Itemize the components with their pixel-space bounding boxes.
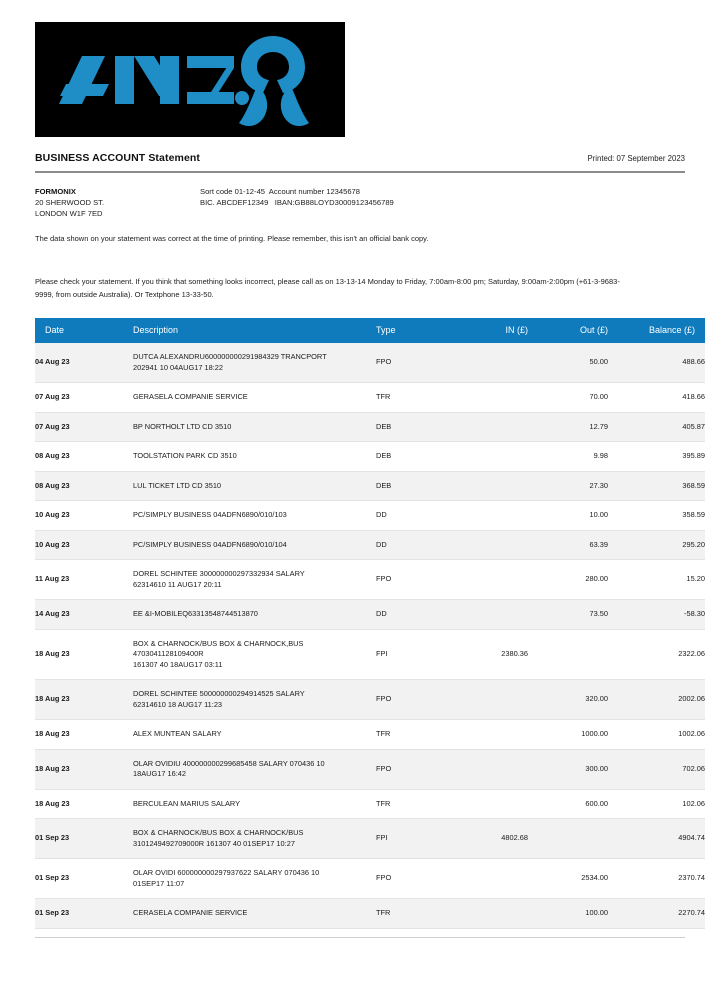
- cell-description: [133, 530, 376, 560]
- printing-notice: The data shown on your statement was correct at the time of printing. Please remember, this isn't an official bank copy.: [35, 234, 429, 243]
- table-row[interactable]: [35, 859, 705, 899]
- cell-in: [446, 789, 528, 819]
- cell-out: 10.00: [528, 501, 608, 531]
- address-line-2: LONDON W1F 7ED: [35, 209, 103, 219]
- cell-balance: 2370.74: [608, 859, 705, 899]
- cell-balance: 102.06: [608, 789, 705, 819]
- description-line-1: DOREL SCHINTEE 500000000294914525 SALARY: [133, 689, 305, 698]
- cell-date: 14 Aug 23: [35, 600, 133, 630]
- cell-balance: -58.30: [608, 600, 705, 630]
- table-row[interactable]: [35, 530, 705, 560]
- cell-balance: 1002.06: [608, 720, 705, 750]
- table-row[interactable]: [35, 471, 705, 501]
- cell-type: FPO: [376, 560, 446, 600]
- cell-in: [446, 412, 528, 442]
- table-row[interactable]: [35, 789, 705, 819]
- cell-date: 07 Aug 23: [35, 383, 133, 413]
- cell-in: [446, 859, 528, 899]
- table-row[interactable]: [35, 680, 705, 720]
- description-line-1: BOX & CHARNOCK/BUS BOX & CHARNOCK/BUS: [133, 828, 304, 837]
- cell-date: 01 Sep 23: [35, 899, 133, 929]
- cell-description: [133, 501, 376, 531]
- description-line-2: 62314610 18 AUG17 11:23: [133, 699, 223, 709]
- cell-balance: 395.89: [608, 442, 705, 472]
- cell-balance: 358.59: [608, 501, 705, 531]
- table-body: [35, 343, 705, 928]
- description-line-1: LUL TICKET LTD CD 3510: [133, 480, 222, 490]
- cell-description: [133, 749, 376, 789]
- table-row[interactable]: [35, 819, 705, 859]
- cell-type: DEB: [376, 442, 446, 472]
- cell-out: 27.30: [528, 471, 608, 501]
- cell-description: [133, 629, 376, 680]
- cell-balance: 2270.74: [608, 899, 705, 929]
- cell-description: [133, 471, 376, 501]
- cell-type: TFR: [376, 383, 446, 413]
- cell-type: TFR: [376, 720, 446, 750]
- cell-in: [446, 720, 528, 750]
- description-line-2: 202941 10 04AUG17 18:22: [133, 362, 223, 372]
- description-line-1: BERCULEAN MARIUS SALARY: [133, 798, 241, 808]
- description-line-1: EE &I-MOBILEQ63313548744513870: [133, 609, 258, 618]
- cell-out: 600.00: [528, 789, 608, 819]
- cell-type: FPO: [376, 680, 446, 720]
- table-row[interactable]: [35, 560, 705, 600]
- cell-date: 08 Aug 23: [35, 471, 133, 501]
- description-line-1: BP NORTHOLT LTD CD 3510: [133, 421, 232, 431]
- cell-out: 9.98: [528, 442, 608, 472]
- cell-description: [133, 343, 376, 383]
- cell-in: [446, 501, 528, 531]
- background-watermark: [285, 918, 685, 988]
- account-holder-address: [35, 186, 165, 220]
- table-header: [35, 318, 705, 343]
- cell-balance: 4904.74: [608, 819, 705, 859]
- table-row[interactable]: [35, 412, 705, 442]
- description-line-1: DOREL SCHINTEE 300000000297332934 SALARY: [133, 569, 305, 578]
- cell-type: TFR: [376, 899, 446, 929]
- table-row[interactable]: [35, 600, 705, 630]
- column-header-description[interactable]: Description: [133, 318, 376, 343]
- account-details: [200, 186, 394, 220]
- cell-balance: 2322.06: [608, 629, 705, 680]
- description-line-1: ALEX MUNTEAN SALARY: [133, 729, 222, 738]
- cell-date: 18 Aug 23: [35, 680, 133, 720]
- statement-title-row: [35, 152, 685, 164]
- description-line-2: 01SEP17 11:07: [133, 878, 185, 888]
- anz-logo-mark: [35, 22, 345, 137]
- cell-date: 01 Sep 23: [35, 819, 133, 859]
- description-line-1: DUTCA ALEXANDRU600000000291984329 TRANCPORT: [133, 352, 327, 361]
- cell-date: 18 Aug 23: [35, 629, 133, 680]
- cell-type: FPO: [376, 749, 446, 789]
- description-line-1: GERASELA COMPANIE SERVICE: [133, 392, 248, 401]
- cell-out: 280.00: [528, 560, 608, 600]
- cell-type: FPI: [376, 629, 446, 680]
- cell-in: [446, 530, 528, 560]
- cell-description: [133, 560, 376, 600]
- description-line-2: 161307 40 18AUG17 03:11: [133, 659, 223, 669]
- cell-description: [133, 600, 376, 630]
- cell-out: 73.50: [528, 600, 608, 630]
- description-line-1: TOOLSTATION PARK CD 3510: [133, 451, 237, 460]
- cell-balance: 405.87: [608, 412, 705, 442]
- cell-date: 07 Aug 23: [35, 412, 133, 442]
- column-header-out[interactable]: Out (£): [528, 318, 608, 343]
- cell-date: 18 Aug 23: [35, 749, 133, 789]
- description-line-1: PC/SIMPLY BUSINESS 04ADFN6890/010/104: [133, 539, 287, 549]
- cell-out: 12.79: [528, 412, 608, 442]
- cell-date: 10 Aug 23: [35, 530, 133, 560]
- cell-out: 300.00: [528, 749, 608, 789]
- description-line-2: 18AUG17 16:42: [133, 769, 187, 778]
- account-holder-name: FORMONIX: [35, 187, 76, 196]
- cell-out: 70.00: [528, 383, 608, 413]
- cell-in: 4802.68: [446, 819, 528, 859]
- cell-type: DEB: [376, 471, 446, 501]
- cell-out: 1000.00: [528, 720, 608, 750]
- cell-in: [446, 600, 528, 630]
- cell-balance: 702.06: [608, 749, 705, 789]
- cell-in: 2380.36: [446, 629, 528, 680]
- transactions-table: [35, 318, 705, 929]
- description-line-1: OLAR OVIDI 600000000297937622 SALARY 070436 10: [133, 868, 320, 877]
- cell-balance: 488.66: [608, 343, 705, 383]
- column-header-in[interactable]: IN (£): [446, 318, 528, 343]
- description-line-1: BOX & CHARNOCK/BUS BOX & CHARNOCK,BUS 4703041128109400R: [133, 638, 304, 658]
- cell-description: [133, 383, 376, 413]
- cell-out: 100.00: [528, 899, 608, 929]
- table-row[interactable]: [35, 749, 705, 789]
- cell-type: DD: [376, 501, 446, 531]
- cell-date: 18 Aug 23: [35, 789, 133, 819]
- table-row[interactable]: [35, 629, 705, 680]
- description-line-1: OLAR OVIDIU 400000000299685458 SALARY 070436 10: [133, 758, 325, 768]
- cell-type: DEB: [376, 412, 446, 442]
- cell-description: [133, 859, 376, 899]
- cell-description: [133, 819, 376, 859]
- cell-description: [133, 442, 376, 472]
- cell-type: FPO: [376, 859, 446, 899]
- cell-out: 50.00: [528, 343, 608, 383]
- table-row[interactable]: [35, 501, 705, 531]
- contact-notice: Please check your statement. If you think that something looks incorrect, please call as on 13-13-14 Monday to Friday, 7:00am-8:00 pm; Saturday, 9:00am-2:00pm (+61-3-9683-9999, from outside Australia). Or Textphone 13-33-50.: [35, 277, 620, 299]
- anz-logo: [35, 22, 345, 137]
- cell-out: 2534.00: [528, 859, 608, 899]
- cell-date: 08 Aug 23: [35, 442, 133, 472]
- cell-description: [133, 412, 376, 442]
- cell-date: 18 Aug 23: [35, 720, 133, 750]
- cell-date: 10 Aug 23: [35, 501, 133, 531]
- page-title-suffix: Statement: [145, 152, 200, 164]
- description-line-1: PC/SIMPLY BUSINESS 04ADFN6890/010/103: [133, 510, 287, 519]
- column-header-balance[interactable]: Balance (£): [608, 318, 705, 343]
- cell-balance: 15.20: [608, 560, 705, 600]
- cell-description: [133, 789, 376, 819]
- cell-in: [446, 749, 528, 789]
- cell-in: [446, 383, 528, 413]
- title-divider: [35, 171, 685, 173]
- cell-in: [446, 560, 528, 600]
- table-row[interactable]: [35, 442, 705, 472]
- description-line-2: 3101249492709000R 161307 40 01SEP17 10:27: [133, 838, 295, 848]
- column-header-type[interactable]: Type: [376, 318, 446, 343]
- cell-balance: 418.66: [608, 383, 705, 413]
- cell-type: DD: [376, 600, 446, 630]
- table-row[interactable]: [35, 343, 705, 383]
- bic-iban-line: BIC. ABCDEF12349 IBAN:GB88LOYD30009123456789: [200, 198, 394, 208]
- description-line-2: 62314610 11 AUG17 20:11: [133, 579, 222, 589]
- cell-type: DD: [376, 530, 446, 560]
- cell-in: [446, 471, 528, 501]
- cell-date: 01 Sep 23: [35, 859, 133, 899]
- cell-type: FPO: [376, 343, 446, 383]
- cell-out: [528, 629, 608, 680]
- sort-code-account-line: Sort code 01-12-45 Account number 12345678: [200, 187, 361, 196]
- cell-date: 11 Aug 23: [35, 560, 133, 600]
- cell-type: TFR: [376, 789, 446, 819]
- cell-type: FPI: [376, 819, 446, 859]
- table-row[interactable]: [35, 383, 705, 413]
- cell-description: [133, 720, 376, 750]
- cell-out: 63.39: [528, 530, 608, 560]
- table-row[interactable]: [35, 720, 705, 750]
- description-line-1: CERASELA COMPANIE SERVICE: [133, 908, 248, 917]
- page-title-bold: BUSINESS ACCOUNT: [35, 152, 146, 164]
- page-title: [35, 152, 200, 164]
- cell-date: 04 Aug 23: [35, 343, 133, 383]
- account-info-block: [35, 186, 685, 220]
- cell-in: [446, 442, 528, 472]
- address-line-1: 20 SHERWOOD ST.: [35, 198, 105, 208]
- cell-balance: 295.20: [608, 530, 705, 560]
- table-header-row: [35, 318, 705, 343]
- cell-in: [446, 680, 528, 720]
- column-header-date[interactable]: Date: [35, 318, 133, 343]
- cell-balance: 2002.06: [608, 680, 705, 720]
- printed-date: Printed: 07 September 2023: [587, 154, 685, 163]
- cell-description: [133, 680, 376, 720]
- cell-in: [446, 343, 528, 383]
- cell-balance: 368.59: [608, 471, 705, 501]
- cell-out: [528, 819, 608, 859]
- cell-out: 320.00: [528, 680, 608, 720]
